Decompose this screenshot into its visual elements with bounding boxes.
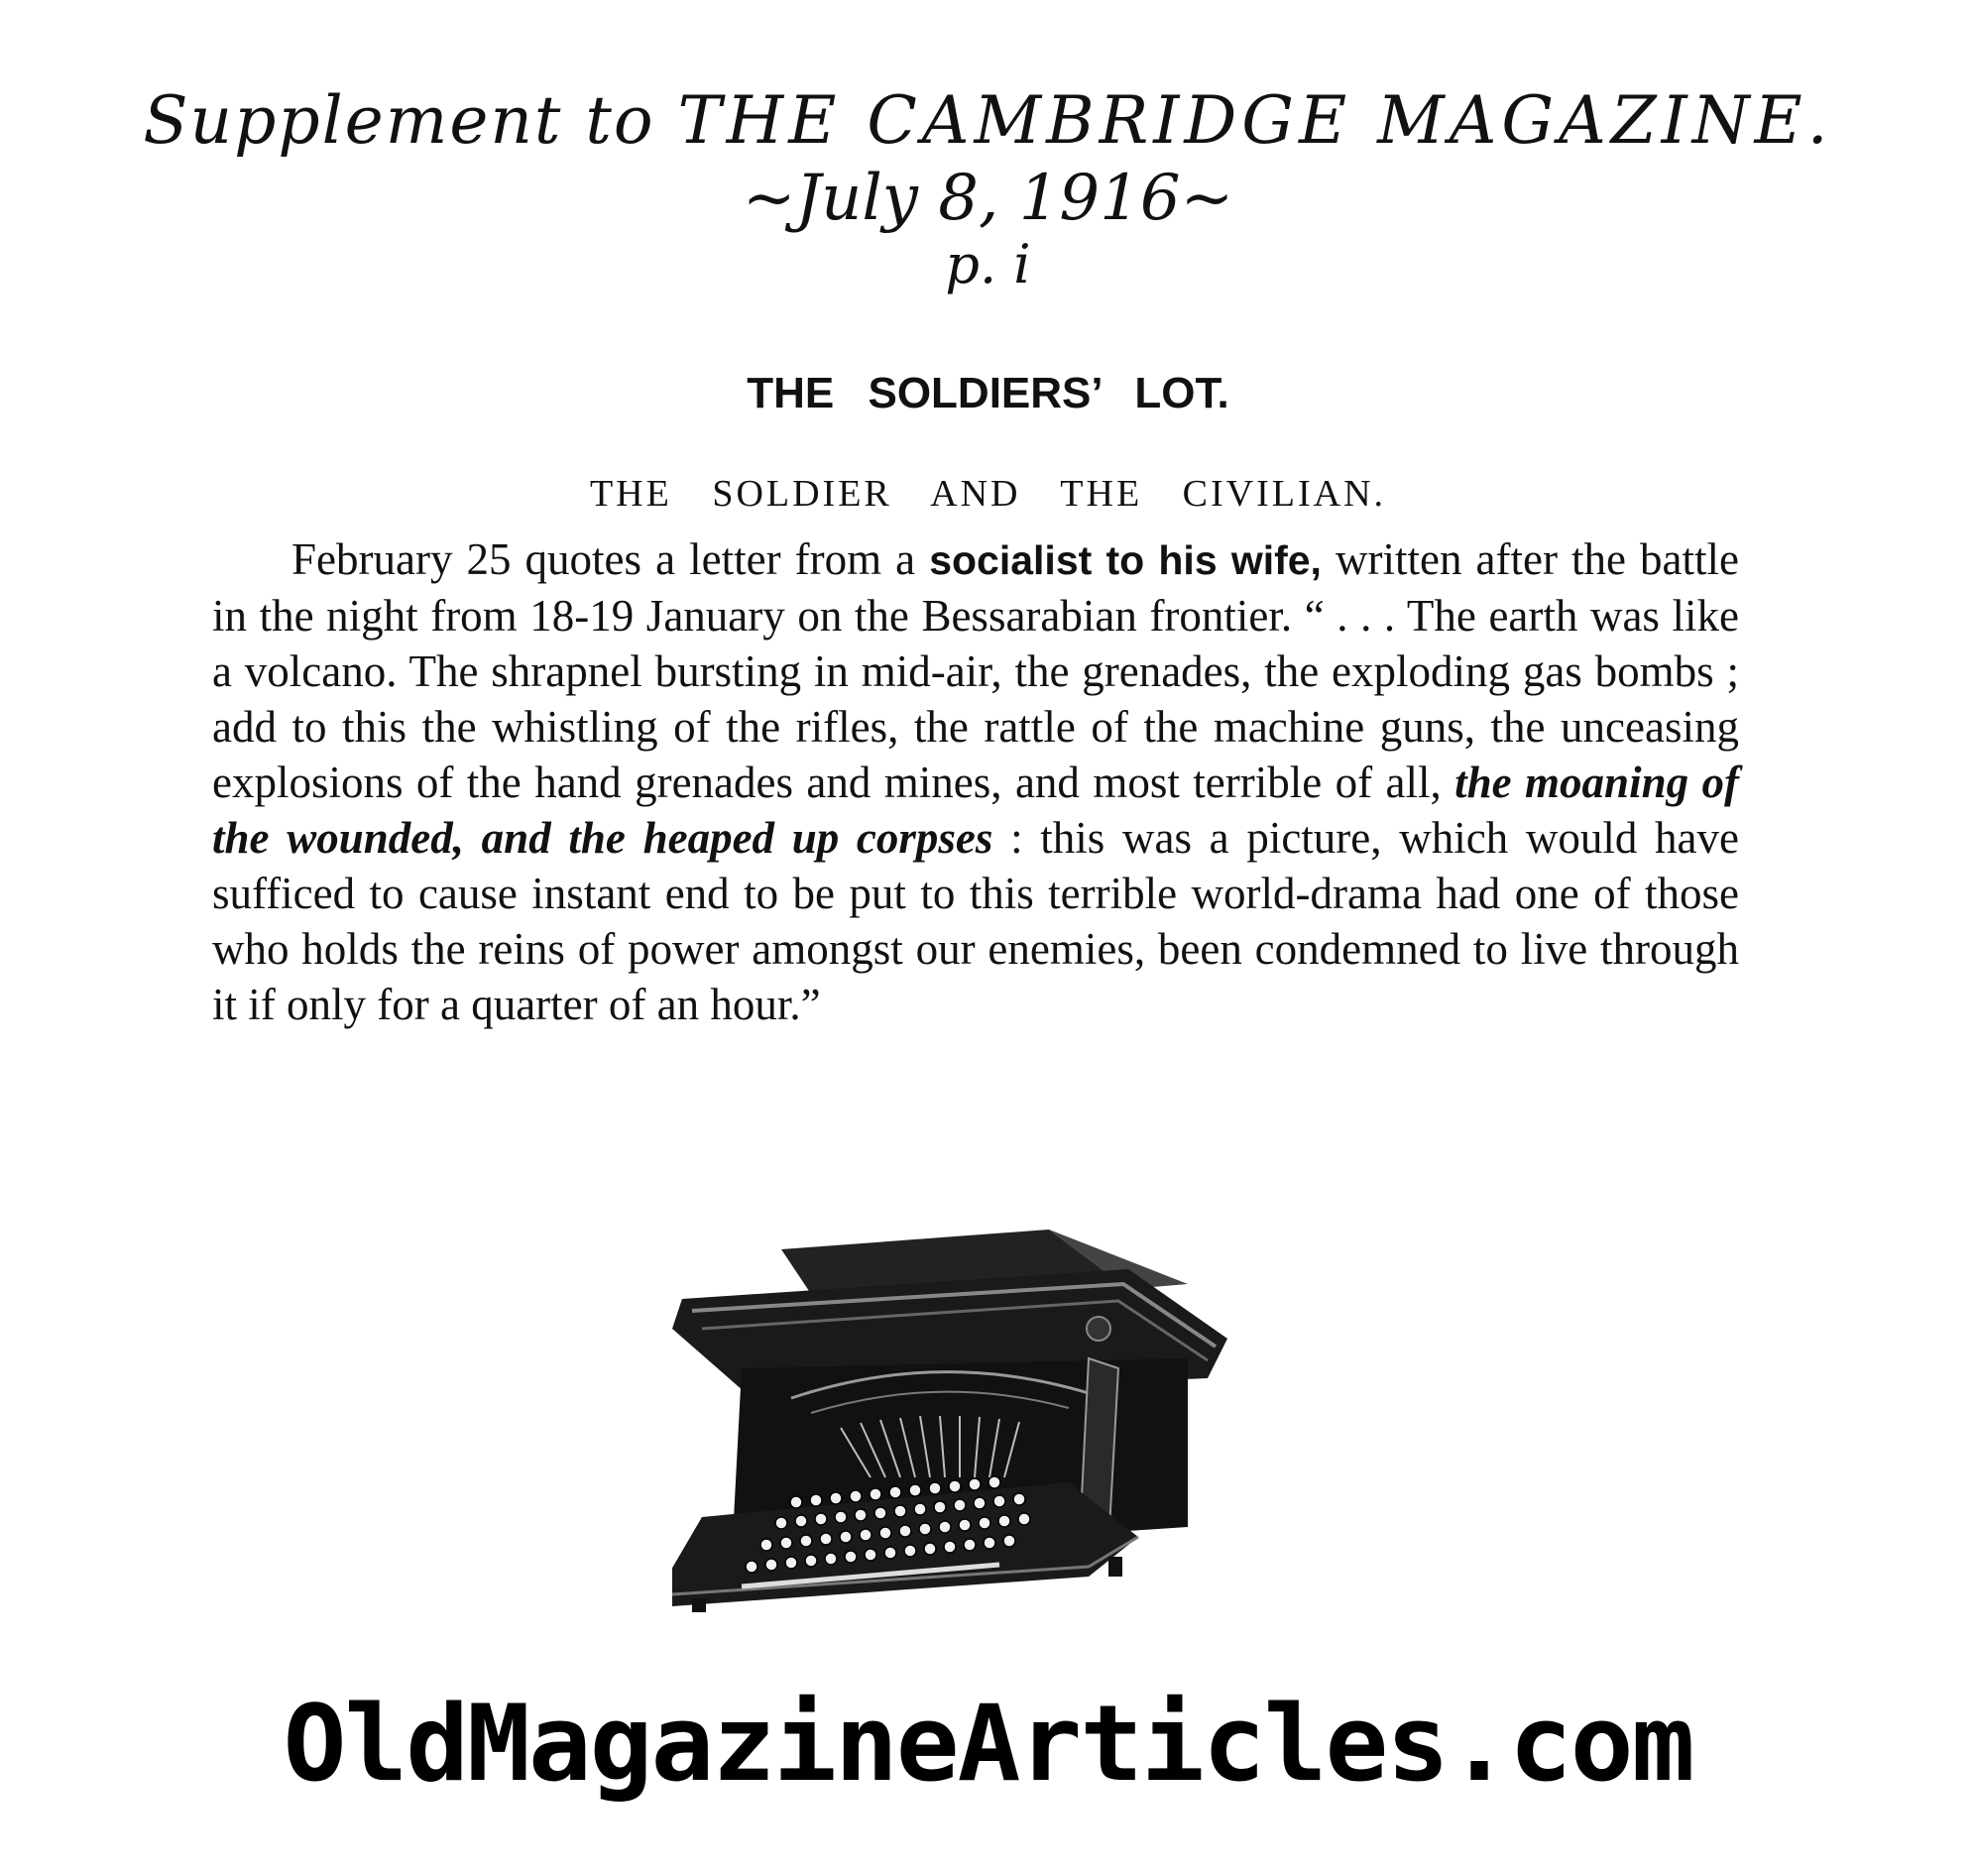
paragraph-italic-text: the moaning of the wounded, and the heaped up corpses bbox=[212, 758, 1739, 863]
article-paragraph bbox=[212, 531, 1739, 1032]
typewriter-icon bbox=[672, 1230, 1249, 1616]
article-title: THE SOLDIERS’ LOT. bbox=[747, 369, 1229, 417]
supplement-prefix: Supplement to bbox=[143, 82, 655, 159]
paragraph-bold-text: socialist to his wife, bbox=[929, 537, 1322, 583]
page-number: p. i bbox=[945, 233, 1031, 295]
paragraph-text-3: : this was a picture, which would have sufficed to cause instant end to be put to this terrible world-drama had one of those who holds the reins of power amongst our enemies, been condemned to live through it if only for a quarter of an hour.” bbox=[212, 813, 1739, 1029]
document-header bbox=[0, 79, 1976, 295]
site-watermark: OldMagazineArticles.com bbox=[283, 1683, 1693, 1805]
magazine-name: THE CAMBRIDGE MAGAZINE. bbox=[677, 82, 1833, 159]
paragraph-text-2: written after the battle in the night from 18-19 January on the Bessarabian frontier. “ . . . The earth was like a volcano. The shrapnel bursting in mid-air, the grenades, the exploding gas bombs ; add to this the whistling of the rifles, the rattle of the machine guns, the unceasing explosions of the hand grenades and mines, and most terrible of all, bbox=[212, 534, 1739, 807]
paragraph-text-1: February 25 quotes a letter from a bbox=[291, 534, 930, 584]
section-heading: THE SOLDIER AND THE CIVILIAN. bbox=[589, 473, 1387, 515]
publication-date: ~July 8, 1916~ bbox=[742, 162, 1234, 235]
supplement-line bbox=[0, 79, 1976, 163]
